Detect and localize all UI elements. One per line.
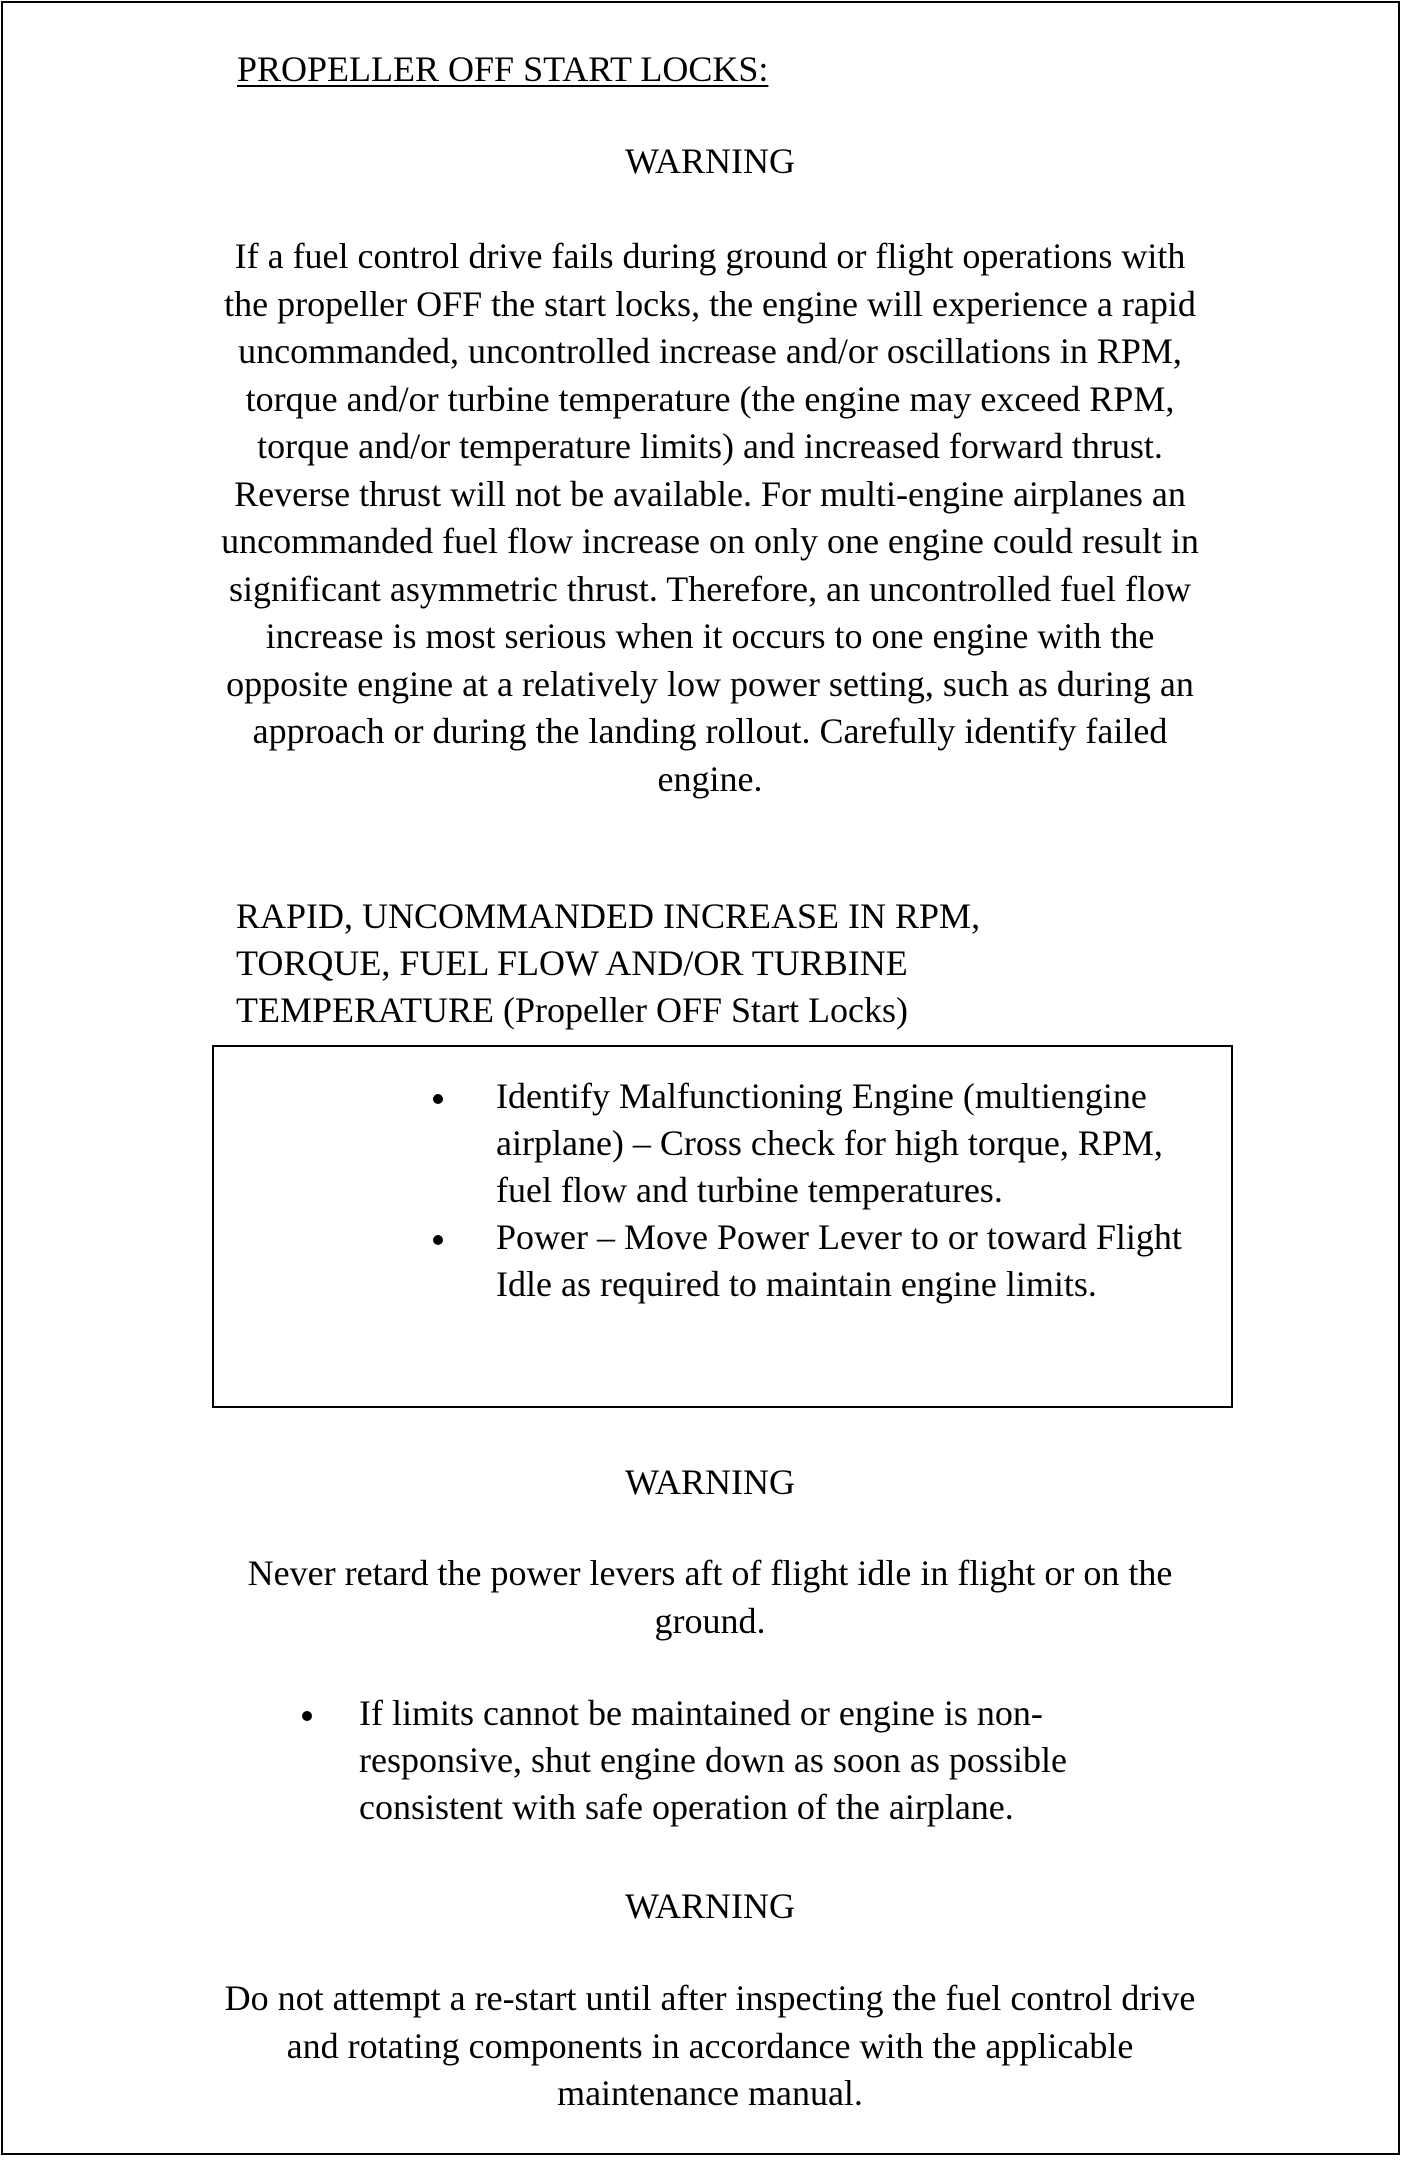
warning-text-1: If a fuel control drive fails during ground or flight operations with the propeller OFF the start locks, the engine will experience a rapid uncommanded, uncontrolled increase and/or oscillations in RPM, torque and/or turbine temperature (the engine may exceed RPM, torque and/or temperature limits) and increased forward thrust. Reverse thrust will not be available. For multi-engine airplanes an uncommanded fuel flow increase on only one engine could result in significant asymmetric thrust. Therefore, an uncontrolled fuel flow increase is most serious when it occurs to one engine with the opposite engine at a relatively low power setting, such as during an approach or during the landing rollout. Carefully identify failed engine. (221, 236, 1199, 799)
bullet-icon (433, 1235, 443, 1245)
warning-label-3: WARNING (625, 1886, 795, 1926)
action-item-identify (431, 1073, 1211, 1214)
action-item-power (431, 1214, 1211, 1308)
action-item-text: Identify Malfunctioning Engine (multiengine airplane) – Cross check for high torque, RPM, fuel flow and turbine temperatures. (496, 1076, 1163, 1210)
action-item-shutdown (300, 1690, 1180, 1831)
action-box (212, 1045, 1233, 1408)
warning-label-2: WARNING (625, 1462, 795, 1502)
warning-label-1: WARNING (625, 141, 795, 181)
action-item-text: Power – Move Power Lever to or toward Flight Idle as required to maintain engine limits. (496, 1217, 1182, 1304)
condition-title: RAPID, UNCOMMANDED INCREASE IN RPM, TORQUE, FUEL FLOW AND/OR TURBINE TEMPERATURE (Propeller OFF Start Locks) (236, 896, 981, 1030)
action-list (431, 1073, 1211, 1308)
warning-text-3: Do not attempt a re-start until after inspecting the fuel control drive and rotating components in accordance with the applicable maintenance manual. (224, 1978, 1196, 2113)
bullet-icon (433, 1094, 443, 1104)
section-heading: PROPELLER OFF START LOCKS: (237, 49, 769, 89)
warning-text-2: Never retard the power levers aft of flight idle in flight or on the ground. (247, 1553, 1173, 1641)
bullet-icon (302, 1711, 312, 1721)
action-item-text: If limits cannot be maintained or engine is non-responsive, shut engine down as soon as possible consistent with safe operation of the airplane. (359, 1693, 1067, 1827)
shutdown-list (300, 1690, 1180, 1831)
